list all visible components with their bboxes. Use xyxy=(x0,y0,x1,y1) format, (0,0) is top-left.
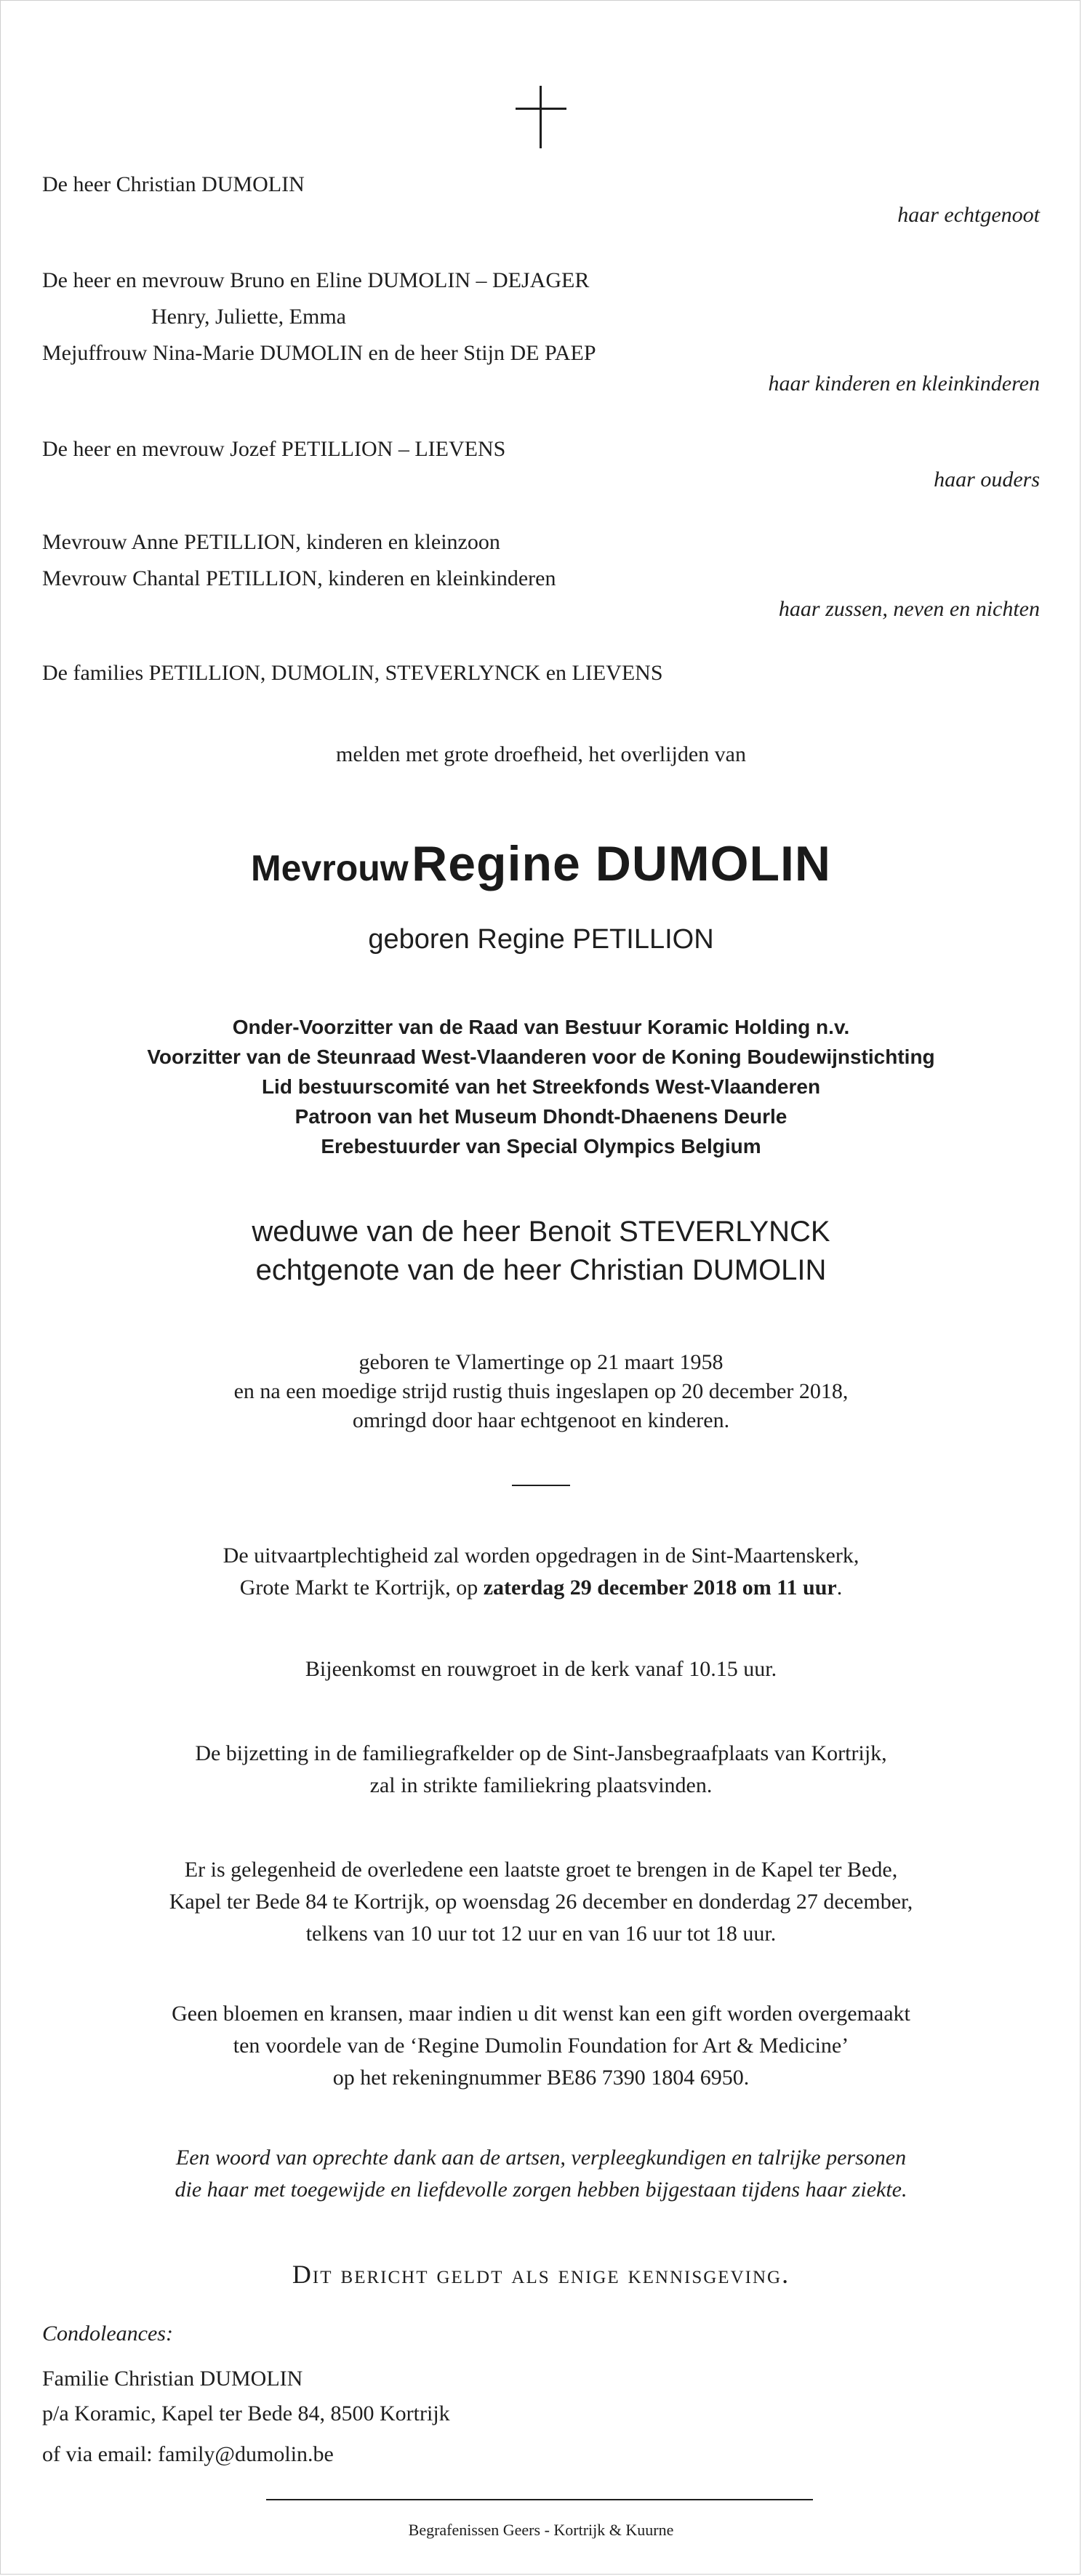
family-line: Mejuffrouw Nina-Marie DUMOLIN en de heer Stijn DE PAEP xyxy=(42,341,596,365)
donation-line: Geen bloemen en kransen, maar indien u dit wenst kan een gift worden overgemaakt xyxy=(172,2002,910,2026)
relation-line: echtgenote van de heer Christian DUMOLIN xyxy=(255,1254,827,1286)
burial-text xyxy=(0,1738,1082,1802)
life-line: omringd door haar echtgenoot en kinderen. xyxy=(352,1408,730,1432)
family-role: haar zussen, neven en nichten xyxy=(778,597,1040,621)
farewell-line: telkens van 10 uur tot 12 uur en van 16 uur tot 18 uur. xyxy=(305,1922,777,1946)
family-line: Mevrouw Chantal PETILLION, kinderen en kleinkinderen xyxy=(42,566,556,590)
farewell-text xyxy=(0,1854,1082,1950)
undertaker: Begrafenissen Geers - Kortrijk & Kuurne xyxy=(408,2521,674,2539)
funeral-line: De uitvaartplechtigheid zal worden opgedragen in de Sint-Maartenskerk, xyxy=(223,1544,859,1568)
condolences-email: of via email: family@dumolin.be xyxy=(42,2442,334,2466)
thanks-text xyxy=(0,2142,1082,2206)
family-line: De heer en mevrouw Jozef PETILLION – LIEVENS xyxy=(42,437,506,461)
family-line: De families PETILLION, DUMOLIN, STEVERLYNCK en LIEVENS xyxy=(42,661,663,685)
relations xyxy=(0,1213,1082,1290)
farewell-line: Er is gelegenheid de overledene een laatste groet te brengen in de Kapel ter Bede, xyxy=(184,1858,898,1882)
condolences-line: Familie Christian DUMOLIN xyxy=(42,2367,303,2391)
life-text xyxy=(0,1348,1082,1435)
notice: Dit bericht geldt als enige kennisgeving. xyxy=(292,2260,790,2289)
thanks-line: Een woord van oprechte dank aan de artsen, verpleegkundigen en talrijke personen xyxy=(175,2146,907,2170)
divider xyxy=(512,1485,570,1486)
thanks-line: die haar met toegewijde en liefdevolle zorgen hebben bijgestaan tijdens haar ziekte. xyxy=(175,2178,907,2202)
family-line: De heer en mevrouw Bruno en Eline DUMOLIN – DEJAGER xyxy=(42,268,590,292)
function-line: Voorzitter van de Steunraad West-Vlaanderen voor de Koning Boudewijnstichting xyxy=(147,1046,935,1068)
farewell-line: Kapel ter Bede 84 te Kortrijk, op woensdag 26 december en donderdag 27 december, xyxy=(169,1890,913,1914)
condolences-line: p/a Koramic, Kapel ter Bede 84, 8500 Kortrijk xyxy=(42,2402,450,2425)
donation-line: ten voordele van de ‘Regine Dumolin Foundation for Art & Medicine’ xyxy=(233,2034,849,2058)
donation-text xyxy=(0,1998,1082,2094)
family-role: haar kinderen en kleinkinderen xyxy=(768,372,1040,396)
condolences-heading: Condoleances: xyxy=(42,2322,173,2346)
relation-line: weduwe van de heer Benoit STEVERLYNCK xyxy=(252,1216,830,1248)
function-line: Erebestuurder van Special Olympics Belgium xyxy=(321,1135,761,1157)
burial-line: zal in strikte familiekring plaatsvinden. xyxy=(369,1773,713,1797)
gathering: Bijeenkomst en rouwgroet in de kerk vanaf 10.15 uur. xyxy=(305,1657,777,1681)
deceased-title: Mevrouw xyxy=(250,848,409,888)
family-line: De heer Christian DUMOLIN xyxy=(42,172,305,196)
funeral-date: zaterdag 29 december 2018 om 11 uur xyxy=(483,1576,837,1600)
family-role: haar ouders xyxy=(934,468,1040,491)
family-role: haar echtgenoot xyxy=(897,203,1040,227)
burial-line: De bijzetting in de familiegrafkelder op de Sint-Jansbegraafplaats van Kortrijk, xyxy=(195,1741,887,1765)
deceased-fullname: Regine DUMOLIN xyxy=(412,836,832,891)
cross-icon xyxy=(516,86,566,148)
life-line: en na een moedige strijd rustig thuis ingeslapen op 20 december 2018, xyxy=(233,1379,849,1403)
footer-rule xyxy=(266,2499,813,2500)
funeral-line: Grote Markt te Kortrijk, op zaterdag 29 december 2018 om 11 uur. xyxy=(239,1576,843,1600)
family-line: Henry, Juliette, Emma xyxy=(151,305,346,329)
funeral-text xyxy=(0,1540,1082,1604)
born-as: geboren Regine PETILLION xyxy=(368,924,714,955)
functions-list xyxy=(0,1012,1082,1161)
donation-line: op het rekeningnummer BE86 7390 1804 6950. xyxy=(332,2066,750,2090)
announcement: melden met grote droefheid, het overlijden van xyxy=(336,742,746,766)
deceased-name xyxy=(0,835,1082,907)
life-line: geboren te Vlamertinge op 21 maart 1958 xyxy=(358,1350,724,1374)
function-line: Onder-Voorzitter van de Raad van Bestuur Koramic Holding n.v. xyxy=(232,1016,850,1038)
family-line: Mevrouw Anne PETILLION, kinderen en kleinzoon xyxy=(42,530,500,554)
function-line: Patroon van het Museum Dhondt-Dhaenens Deurle xyxy=(294,1105,788,1128)
function-line: Lid bestuurscomité van het Streekfonds West-Vlaanderen xyxy=(261,1075,821,1098)
